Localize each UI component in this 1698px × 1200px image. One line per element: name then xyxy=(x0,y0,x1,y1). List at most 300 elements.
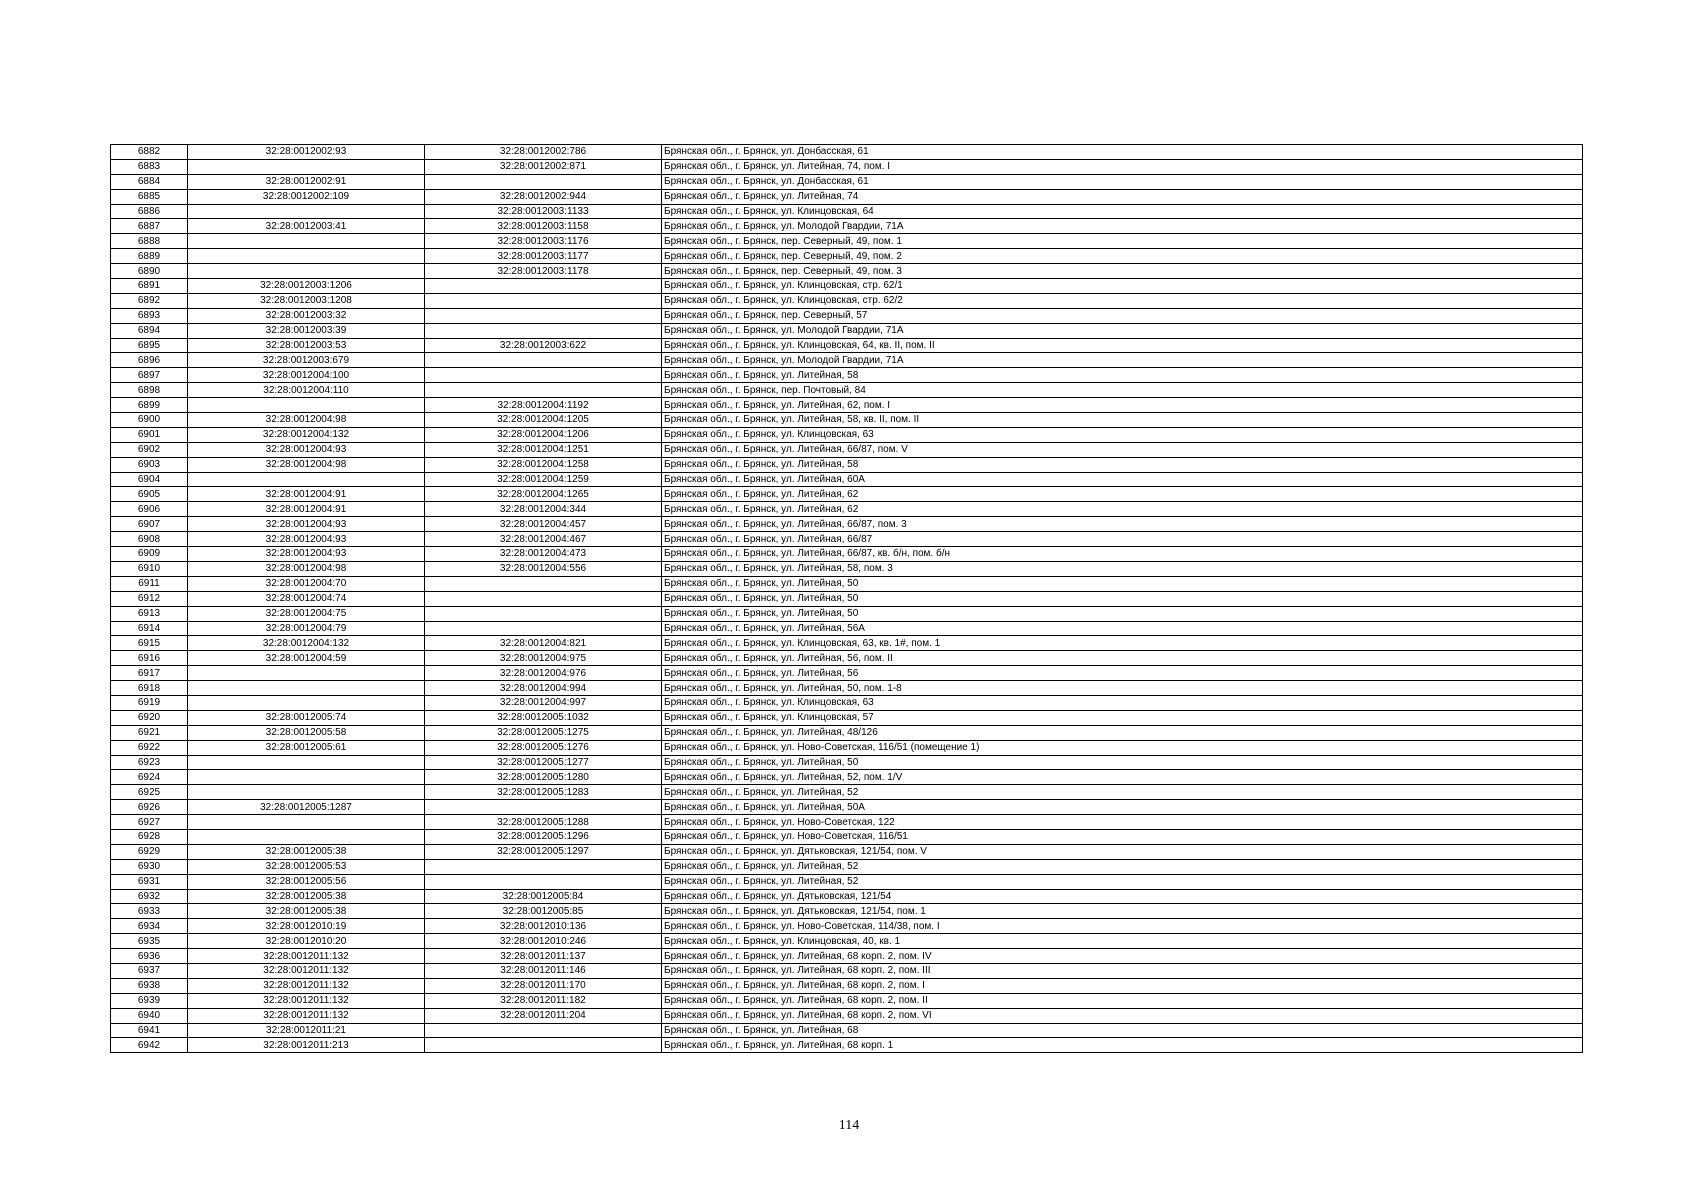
address-cell: Брянская обл., г. Брянск, ул. Клинцовская, 57 xyxy=(662,710,1583,725)
object-cadastral-number-cell: 32:28:0012004:997 xyxy=(425,695,662,710)
land-cadastral-number-cell: 32:28:0012004:110 xyxy=(188,383,425,398)
object-cadastral-number-cell: 32:28:0012002:786 xyxy=(425,145,662,160)
row-number-cell: 6928 xyxy=(111,829,188,844)
address-cell: Брянская обл., г. Брянск, ул. Дятьковская, 121/54 xyxy=(662,889,1583,904)
land-cadastral-number-cell xyxy=(188,666,425,681)
table-row xyxy=(111,963,1583,978)
address-cell: Брянская обл., г. Брянск, ул. Дятьковская, 121/54, пом. V xyxy=(662,844,1583,859)
row-number-cell: 6909 xyxy=(111,547,188,562)
table-row xyxy=(111,859,1583,874)
address-cell: Брянская обл., г. Брянск, ул. Литейная, 62 xyxy=(662,502,1583,517)
address-cell: Брянская обл., г. Брянск, ул. Донбасская, 61 xyxy=(662,174,1583,189)
address-cell: Брянская обл., г. Брянск, ул. Литейная, 52, пом. 1/V xyxy=(662,770,1583,785)
address-cell: Брянская обл., г. Брянск, ул. Литейная, 48/126 xyxy=(662,725,1583,740)
land-cadastral-number-cell: 32:28:0012003:39 xyxy=(188,323,425,338)
object-cadastral-number-cell xyxy=(425,859,662,874)
land-cadastral-number-cell xyxy=(188,815,425,830)
row-number-cell: 6934 xyxy=(111,919,188,934)
object-cadastral-number-cell: 32:28:0012004:976 xyxy=(425,666,662,681)
object-cadastral-number-cell: 32:28:0012011:137 xyxy=(425,949,662,964)
land-cadastral-number-cell: 32:28:0012004:93 xyxy=(188,532,425,547)
object-cadastral-number-cell: 32:28:0012005:1280 xyxy=(425,770,662,785)
land-cadastral-number-cell: 32:28:0012011:213 xyxy=(188,1038,425,1053)
table-row xyxy=(111,576,1583,591)
object-cadastral-number-cell xyxy=(425,621,662,636)
row-number-cell: 6941 xyxy=(111,1023,188,1038)
table-row xyxy=(111,457,1583,472)
land-cadastral-number-cell xyxy=(188,159,425,174)
address-cell: Брянская обл., г. Брянск, ул. Литейная, 56 xyxy=(662,666,1583,681)
address-cell: Брянская обл., г. Брянск, ул. Молодой Гвардии, 71А xyxy=(662,219,1583,234)
table-row xyxy=(111,174,1583,189)
table-row xyxy=(111,1038,1583,1053)
table-row xyxy=(111,264,1583,279)
table-row xyxy=(111,725,1583,740)
table-row xyxy=(111,368,1583,383)
table-row xyxy=(111,919,1583,934)
object-cadastral-number-cell: 32:28:0012005:1296 xyxy=(425,829,662,844)
land-cadastral-number-cell: 32:28:0012004:59 xyxy=(188,651,425,666)
table-row xyxy=(111,234,1583,249)
land-cadastral-number-cell: 32:28:0012005:1287 xyxy=(188,800,425,815)
table-row xyxy=(111,427,1583,442)
address-cell: Брянская обл., г. Брянск, ул. Литейная, 50 xyxy=(662,576,1583,591)
land-cadastral-number-cell: 32:28:0012005:56 xyxy=(188,874,425,889)
object-cadastral-number-cell: 32:28:0012004:975 xyxy=(425,651,662,666)
object-cadastral-number-cell: 32:28:0012002:944 xyxy=(425,189,662,204)
land-cadastral-number-cell: 32:28:0012005:74 xyxy=(188,710,425,725)
address-cell: Брянская обл., г. Брянск, ул. Литейная, 56, пом. II xyxy=(662,651,1583,666)
address-cell: Брянская обл., г. Брянск, ул. Литейная, 68 корп. 1 xyxy=(662,1038,1583,1053)
row-number-cell: 6882 xyxy=(111,145,188,160)
land-cadastral-number-cell: 32:28:0012003:32 xyxy=(188,308,425,323)
row-number-cell: 6897 xyxy=(111,368,188,383)
address-cell: Брянская обл., г. Брянск, ул. Литейная, 74 xyxy=(662,189,1583,204)
land-cadastral-number-cell: 32:28:0012004:93 xyxy=(188,517,425,532)
row-number-cell: 6937 xyxy=(111,963,188,978)
address-cell: Брянская обл., г. Брянск, пер. Северный, 49, пом. 3 xyxy=(662,264,1583,279)
land-cadastral-number-cell: 32:28:0012004:75 xyxy=(188,606,425,621)
object-cadastral-number-cell: 32:28:0012004:1251 xyxy=(425,442,662,457)
land-cadastral-number-cell xyxy=(188,264,425,279)
land-cadastral-number-cell: 32:28:0012002:91 xyxy=(188,174,425,189)
object-cadastral-number-cell: 32:28:0012003:1178 xyxy=(425,264,662,279)
object-cadastral-number-cell: 32:28:0012004:1192 xyxy=(425,398,662,413)
object-cadastral-number-cell: 32:28:0012010:246 xyxy=(425,934,662,949)
object-cadastral-number-cell: 32:28:0012011:204 xyxy=(425,1008,662,1023)
row-number-cell: 6942 xyxy=(111,1038,188,1053)
land-cadastral-number-cell: 32:28:0012005:53 xyxy=(188,859,425,874)
object-cadastral-number-cell: 32:28:0012003:1177 xyxy=(425,249,662,264)
address-cell: Брянская обл., г. Брянск, ул. Литейная, 68 корп. 2, пом. I xyxy=(662,978,1583,993)
address-cell: Брянская обл., г. Брянск, ул. Клинцовская, стр. 62/2 xyxy=(662,293,1583,308)
object-cadastral-number-cell xyxy=(425,308,662,323)
object-cadastral-number-cell: 32:28:0012005:1275 xyxy=(425,725,662,740)
row-number-cell: 6939 xyxy=(111,993,188,1008)
address-cell: Брянская обл., г. Брянск, пер. Северный, 49, пом. 1 xyxy=(662,234,1583,249)
object-cadastral-number-cell: 32:28:0012005:85 xyxy=(425,904,662,919)
address-cell: Брянская обл., г. Брянск, ул. Литейная, 50, пом. 1-8 xyxy=(662,681,1583,696)
table-row xyxy=(111,591,1583,606)
address-cell: Брянская обл., г. Брянск, ул. Литейная, 68 корп. 2, пом. IV xyxy=(662,949,1583,964)
table-row xyxy=(111,770,1583,785)
table-row xyxy=(111,353,1583,368)
land-cadastral-number-cell: 32:28:0012003:679 xyxy=(188,353,425,368)
row-number-cell: 6922 xyxy=(111,740,188,755)
object-cadastral-number-cell xyxy=(425,368,662,383)
address-cell: Брянская обл., г. Брянск, ул. Дятьковская, 121/54, пом. 1 xyxy=(662,904,1583,919)
address-cell: Брянская обл., г. Брянск, ул. Литейная, 68 корп. 2, пом. III xyxy=(662,963,1583,978)
row-number-cell: 6888 xyxy=(111,234,188,249)
row-number-cell: 6907 xyxy=(111,517,188,532)
address-cell: Брянская обл., г. Брянск, ул. Клинцовская, 40, кв. 1 xyxy=(662,934,1583,949)
land-cadastral-number-cell xyxy=(188,829,425,844)
registry-table xyxy=(110,144,1583,1053)
table-row xyxy=(111,934,1583,949)
row-number-cell: 6898 xyxy=(111,383,188,398)
row-number-cell: 6892 xyxy=(111,293,188,308)
row-number-cell: 6926 xyxy=(111,800,188,815)
address-cell: Брянская обл., г. Брянск, ул. Литейная, 62 xyxy=(662,487,1583,502)
row-number-cell: 6912 xyxy=(111,591,188,606)
land-cadastral-number-cell: 32:28:0012005:38 xyxy=(188,889,425,904)
address-cell: Брянская обл., г. Брянск, ул. Литейная, 66/87, пом. V xyxy=(662,442,1583,457)
object-cadastral-number-cell: 32:28:0012011:146 xyxy=(425,963,662,978)
land-cadastral-number-cell xyxy=(188,472,425,487)
row-number-cell: 6918 xyxy=(111,681,188,696)
row-number-cell: 6901 xyxy=(111,427,188,442)
address-cell: Брянская обл., г. Брянск, ул. Клинцовская, 63 xyxy=(662,695,1583,710)
land-cadastral-number-cell: 32:28:0012003:53 xyxy=(188,338,425,353)
row-number-cell: 6883 xyxy=(111,159,188,174)
object-cadastral-number-cell xyxy=(425,1023,662,1038)
object-cadastral-number-cell xyxy=(425,323,662,338)
land-cadastral-number-cell: 32:28:0012004:93 xyxy=(188,547,425,562)
table-row xyxy=(111,338,1583,353)
land-cadastral-number-cell: 32:28:0012010:20 xyxy=(188,934,425,949)
row-number-cell: 6900 xyxy=(111,413,188,428)
address-cell: Брянская обл., г. Брянск, ул. Ново-Советская, 122 xyxy=(662,815,1583,830)
land-cadastral-number-cell: 32:28:0012011:132 xyxy=(188,993,425,1008)
land-cadastral-number-cell: 32:28:0012004:74 xyxy=(188,591,425,606)
land-cadastral-number-cell: 32:28:0012011:132 xyxy=(188,963,425,978)
row-number-cell: 6917 xyxy=(111,666,188,681)
object-cadastral-number-cell: 32:28:0012005:1297 xyxy=(425,844,662,859)
land-cadastral-number-cell: 32:28:0012003:41 xyxy=(188,219,425,234)
address-cell: Брянская обл., г. Брянск, ул. Клинцовская, 63, кв. 1#, пом. 1 xyxy=(662,636,1583,651)
land-cadastral-number-cell: 32:28:0012004:132 xyxy=(188,427,425,442)
object-cadastral-number-cell xyxy=(425,279,662,294)
land-cadastral-number-cell: 32:28:0012004:98 xyxy=(188,561,425,576)
row-number-cell: 6930 xyxy=(111,859,188,874)
table-row xyxy=(111,740,1583,755)
row-number-cell: 6904 xyxy=(111,472,188,487)
land-cadastral-number-cell xyxy=(188,695,425,710)
address-cell: Брянская обл., г. Брянск, ул. Клинцовская, 64 xyxy=(662,204,1583,219)
object-cadastral-number-cell: 32:28:0012004:473 xyxy=(425,547,662,562)
row-number-cell: 6902 xyxy=(111,442,188,457)
address-cell: Брянская обл., г. Брянск, ул. Литейная, 58 xyxy=(662,368,1583,383)
row-number-cell: 6924 xyxy=(111,770,188,785)
object-cadastral-number-cell: 32:28:0012003:1176 xyxy=(425,234,662,249)
land-cadastral-number-cell: 32:28:0012005:58 xyxy=(188,725,425,740)
address-cell: Брянская обл., г. Брянск, ул. Литейная, 50 xyxy=(662,755,1583,770)
table-row xyxy=(111,621,1583,636)
row-number-cell: 6908 xyxy=(111,532,188,547)
land-cadastral-number-cell: 32:28:0012004:93 xyxy=(188,442,425,457)
table-row xyxy=(111,815,1583,830)
object-cadastral-number-cell: 32:28:0012005:84 xyxy=(425,889,662,904)
address-cell: Брянская обл., г. Брянск, ул. Литейная, 62, пом. I xyxy=(662,398,1583,413)
address-cell: Брянская обл., г. Брянск, ул. Литейная, 50 xyxy=(662,606,1583,621)
row-number-cell: 6923 xyxy=(111,755,188,770)
object-cadastral-number-cell: 32:28:0012005:1288 xyxy=(425,815,662,830)
address-cell: Брянская обл., г. Брянск, ул. Литейная, 74, пом. I xyxy=(662,159,1583,174)
table-row xyxy=(111,189,1583,204)
table-row xyxy=(111,1023,1583,1038)
object-cadastral-number-cell: 32:28:0012004:457 xyxy=(425,517,662,532)
table-row xyxy=(111,800,1583,815)
object-cadastral-number-cell xyxy=(425,383,662,398)
table-row xyxy=(111,651,1583,666)
address-cell: Брянская обл., г. Брянск, ул. Ново-Советская, 116/51 (помещение 1) xyxy=(662,740,1583,755)
land-cadastral-number-cell xyxy=(188,785,425,800)
row-number-cell: 6890 xyxy=(111,264,188,279)
table-row xyxy=(111,993,1583,1008)
address-cell: Брянская обл., г. Брянск, ул. Клинцовская, 64, кв. II, пом. II xyxy=(662,338,1583,353)
address-cell: Брянская обл., г. Брянск, пер. Северный, 57 xyxy=(662,308,1583,323)
land-cadastral-number-cell xyxy=(188,770,425,785)
row-number-cell: 6899 xyxy=(111,398,188,413)
table-row xyxy=(111,844,1583,859)
table-row xyxy=(111,636,1583,651)
object-cadastral-number-cell: 32:28:0012005:1032 xyxy=(425,710,662,725)
land-cadastral-number-cell: 32:28:0012004:70 xyxy=(188,576,425,591)
land-cadastral-number-cell: 32:28:0012005:38 xyxy=(188,904,425,919)
row-number-cell: 6887 xyxy=(111,219,188,234)
row-number-cell: 6940 xyxy=(111,1008,188,1023)
row-number-cell: 6903 xyxy=(111,457,188,472)
row-number-cell: 6935 xyxy=(111,934,188,949)
land-cadastral-number-cell: 32:28:0012011:132 xyxy=(188,949,425,964)
object-cadastral-number-cell xyxy=(425,800,662,815)
row-number-cell: 6938 xyxy=(111,978,188,993)
row-number-cell: 6936 xyxy=(111,949,188,964)
row-number-cell: 6914 xyxy=(111,621,188,636)
address-cell: Брянская обл., г. Брянск, ул. Литейная, 66/87, кв. б/н, пом. б/н xyxy=(662,547,1583,562)
table-row xyxy=(111,755,1583,770)
row-number-cell: 6927 xyxy=(111,815,188,830)
row-number-cell: 6886 xyxy=(111,204,188,219)
land-cadastral-number-cell: 32:28:0012011:132 xyxy=(188,1008,425,1023)
object-cadastral-number-cell: 32:28:0012004:1259 xyxy=(425,472,662,487)
land-cadastral-number-cell: 32:28:0012003:1208 xyxy=(188,293,425,308)
object-cadastral-number-cell: 32:28:0012004:556 xyxy=(425,561,662,576)
table-row xyxy=(111,532,1583,547)
object-cadastral-number-cell: 32:28:0012011:182 xyxy=(425,993,662,1008)
address-cell: Брянская обл., г. Брянск, пер. Почтовый, 84 xyxy=(662,383,1583,398)
object-cadastral-number-cell: 32:28:0012004:1265 xyxy=(425,487,662,502)
row-number-cell: 6921 xyxy=(111,725,188,740)
row-number-cell: 6884 xyxy=(111,174,188,189)
object-cadastral-number-cell: 32:28:0012004:1258 xyxy=(425,457,662,472)
row-number-cell: 6931 xyxy=(111,874,188,889)
address-cell: Брянская обл., г. Брянск, ул. Литейная, 58, пом. 3 xyxy=(662,561,1583,576)
land-cadastral-number-cell: 32:28:0012005:61 xyxy=(188,740,425,755)
object-cadastral-number-cell: 32:28:0012005:1277 xyxy=(425,755,662,770)
object-cadastral-number-cell: 32:28:0012003:1133 xyxy=(425,204,662,219)
land-cadastral-number-cell: 32:28:0012002:93 xyxy=(188,145,425,160)
table-row xyxy=(111,547,1583,562)
object-cadastral-number-cell: 32:28:0012005:1276 xyxy=(425,740,662,755)
page-number: 114 xyxy=(838,1118,860,1133)
address-cell: Брянская обл., г. Брянск, пер. Северный, 49, пом. 2 xyxy=(662,249,1583,264)
address-cell: Брянская обл., г. Брянск, ул. Литейная, 58, кв. II, пом. II xyxy=(662,413,1583,428)
address-cell: Брянская обл., г. Брянск, ул. Литейная, 52 xyxy=(662,874,1583,889)
land-cadastral-number-cell: 32:28:0012011:21 xyxy=(188,1023,425,1038)
table-row xyxy=(111,561,1583,576)
address-cell: Брянская обл., г. Брянск, ул. Литейная, 58 xyxy=(662,457,1583,472)
row-number-cell: 6891 xyxy=(111,279,188,294)
address-cell: Брянская обл., г. Брянск, ул. Литейная, 56А xyxy=(662,621,1583,636)
address-cell: Брянская обл., г. Брянск, ул. Донбасская, 61 xyxy=(662,145,1583,160)
row-number-cell: 6932 xyxy=(111,889,188,904)
row-number-cell: 6911 xyxy=(111,576,188,591)
object-cadastral-number-cell xyxy=(425,1038,662,1053)
land-cadastral-number-cell xyxy=(188,681,425,696)
object-cadastral-number-cell: 32:28:0012003:622 xyxy=(425,338,662,353)
table-row xyxy=(111,293,1583,308)
address-cell: Брянская обл., г. Брянск, ул. Молодой Гвардии, 71А xyxy=(662,353,1583,368)
table-row xyxy=(111,710,1583,725)
table-row xyxy=(111,398,1583,413)
table-row xyxy=(111,874,1583,889)
address-cell: Брянская обл., г. Брянск, ул. Литейная, 60А xyxy=(662,472,1583,487)
object-cadastral-number-cell xyxy=(425,591,662,606)
row-number-cell: 6916 xyxy=(111,651,188,666)
object-cadastral-number-cell: 32:28:0012010:136 xyxy=(425,919,662,934)
row-number-cell: 6895 xyxy=(111,338,188,353)
table-row xyxy=(111,442,1583,457)
row-number-cell: 6889 xyxy=(111,249,188,264)
row-number-cell: 6896 xyxy=(111,353,188,368)
object-cadastral-number-cell xyxy=(425,174,662,189)
table-row xyxy=(111,487,1583,502)
table-row xyxy=(111,517,1583,532)
object-cadastral-number-cell xyxy=(425,606,662,621)
land-cadastral-number-cell: 32:28:0012004:79 xyxy=(188,621,425,636)
land-cadastral-number-cell: 32:28:0012002:109 xyxy=(188,189,425,204)
row-number-cell: 6885 xyxy=(111,189,188,204)
table-row xyxy=(111,323,1583,338)
address-cell: Брянская обл., г. Брянск, ул. Литейная, 52 xyxy=(662,785,1583,800)
table-row xyxy=(111,308,1583,323)
land-cadastral-number-cell: 32:28:0012004:98 xyxy=(188,457,425,472)
land-cadastral-number-cell: 32:28:0012003:1206 xyxy=(188,279,425,294)
row-number-cell: 6920 xyxy=(111,710,188,725)
table-row xyxy=(111,502,1583,517)
row-number-cell: 6925 xyxy=(111,785,188,800)
object-cadastral-number-cell xyxy=(425,293,662,308)
address-cell: Брянская обл., г. Брянск, ул. Литейная, 66/87 xyxy=(662,532,1583,547)
row-number-cell: 6929 xyxy=(111,844,188,859)
address-cell: Брянская обл., г. Брянск, ул. Литейная, 50А xyxy=(662,800,1583,815)
row-number-cell: 6913 xyxy=(111,606,188,621)
table-row xyxy=(111,785,1583,800)
land-cadastral-number-cell xyxy=(188,249,425,264)
object-cadastral-number-cell: 32:28:0012003:1158 xyxy=(425,219,662,234)
land-cadastral-number-cell: 32:28:0012004:100 xyxy=(188,368,425,383)
address-cell: Брянская обл., г. Брянск, ул. Литейная, 68 корп. 2, пом. II xyxy=(662,993,1583,1008)
table-row xyxy=(111,413,1583,428)
object-cadastral-number-cell: 32:28:0012004:821 xyxy=(425,636,662,651)
address-cell: Брянская обл., г. Брянск, ул. Литейная, 66/87, пом. 3 xyxy=(662,517,1583,532)
object-cadastral-number-cell: 32:28:0012004:1206 xyxy=(425,427,662,442)
row-number-cell: 6894 xyxy=(111,323,188,338)
row-number-cell: 6919 xyxy=(111,695,188,710)
table-row xyxy=(111,204,1583,219)
object-cadastral-number-cell: 32:28:0012011:170 xyxy=(425,978,662,993)
address-cell: Брянская обл., г. Брянск, ул. Молодой Гвардии, 71А xyxy=(662,323,1583,338)
row-number-cell: 6893 xyxy=(111,308,188,323)
table-row xyxy=(111,249,1583,264)
table-row xyxy=(111,279,1583,294)
registry-table-body xyxy=(111,145,1583,1053)
table-row xyxy=(111,219,1583,234)
object-cadastral-number-cell: 32:28:0012002:871 xyxy=(425,159,662,174)
row-number-cell: 6915 xyxy=(111,636,188,651)
land-cadastral-number-cell: 32:28:0012011:132 xyxy=(188,978,425,993)
land-cadastral-number-cell xyxy=(188,234,425,249)
table-row xyxy=(111,949,1583,964)
object-cadastral-number-cell: 32:28:0012004:344 xyxy=(425,502,662,517)
land-cadastral-number-cell: 32:28:0012004:98 xyxy=(188,413,425,428)
table-row xyxy=(111,159,1583,174)
object-cadastral-number-cell: 32:28:0012005:1283 xyxy=(425,785,662,800)
address-cell: Брянская обл., г. Брянск, ул. Литейная, 68 корп. 2, пом. VI xyxy=(662,1008,1583,1023)
table-row xyxy=(111,829,1583,844)
table-row xyxy=(111,904,1583,919)
table-row xyxy=(111,695,1583,710)
land-cadastral-number-cell: 32:28:0012010:19 xyxy=(188,919,425,934)
land-cadastral-number-cell xyxy=(188,398,425,413)
address-cell: Брянская обл., г. Брянск, ул. Ново-Советская, 114/38, пом. I xyxy=(662,919,1583,934)
land-cadastral-number-cell xyxy=(188,755,425,770)
table-row xyxy=(111,889,1583,904)
table-row xyxy=(111,383,1583,398)
table-row xyxy=(111,145,1583,160)
object-cadastral-number-cell: 32:28:0012004:467 xyxy=(425,532,662,547)
object-cadastral-number-cell: 32:28:0012004:994 xyxy=(425,681,662,696)
table-row xyxy=(111,472,1583,487)
table-row xyxy=(111,606,1583,621)
row-number-cell: 6906 xyxy=(111,502,188,517)
table-row xyxy=(111,1008,1583,1023)
address-cell: Брянская обл., г. Брянск, ул. Литейная, 52 xyxy=(662,859,1583,874)
land-cadastral-number-cell: 32:28:0012004:91 xyxy=(188,487,425,502)
land-cadastral-number-cell: 32:28:0012004:132 xyxy=(188,636,425,651)
address-cell: Брянская обл., г. Брянск, ул. Клинцовская, стр. 62/1 xyxy=(662,279,1583,294)
table-row xyxy=(111,681,1583,696)
table-row xyxy=(111,978,1583,993)
row-number-cell: 6905 xyxy=(111,487,188,502)
land-cadastral-number-cell: 32:28:0012005:38 xyxy=(188,844,425,859)
address-cell: Брянская обл., г. Брянск, ул. Клинцовская, 63 xyxy=(662,427,1583,442)
row-number-cell: 6910 xyxy=(111,561,188,576)
land-cadastral-number-cell xyxy=(188,204,425,219)
object-cadastral-number-cell xyxy=(425,576,662,591)
land-cadastral-number-cell: 32:28:0012004:91 xyxy=(188,502,425,517)
